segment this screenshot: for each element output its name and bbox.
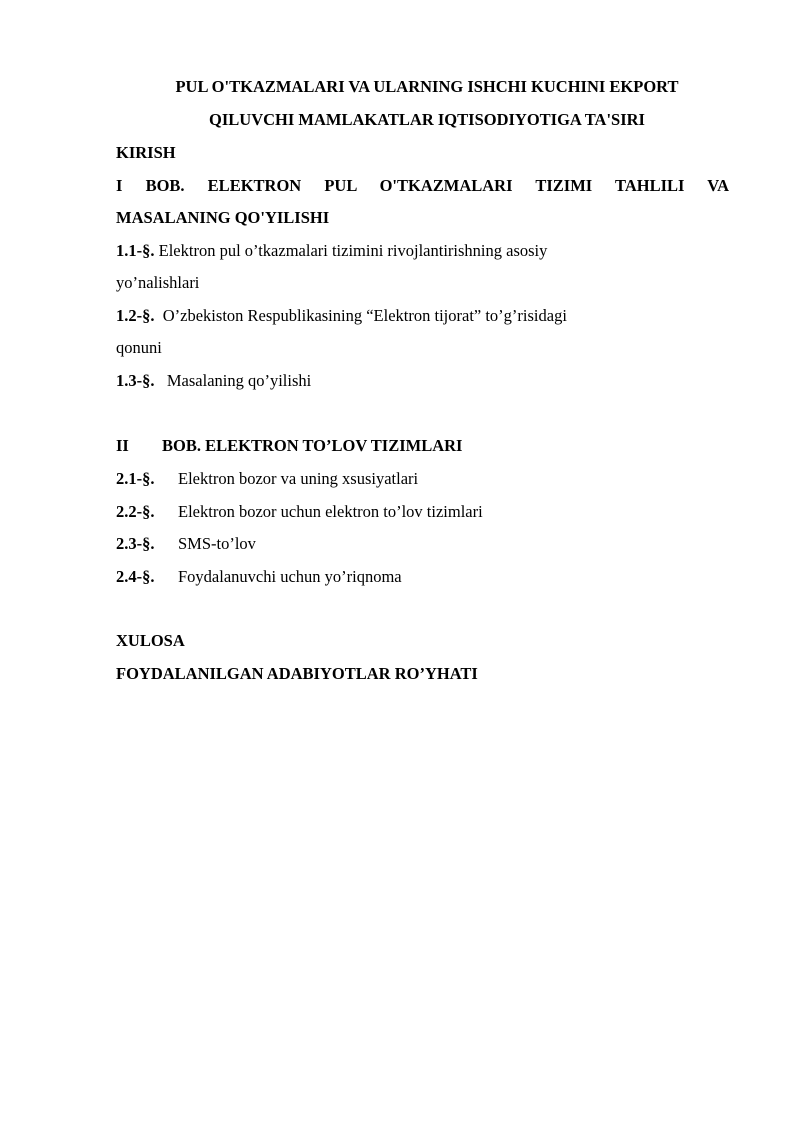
section-number: 2.4-§. xyxy=(116,567,155,586)
chapter-roman: II xyxy=(116,436,129,455)
section-title: Masalaning qo’yilishi xyxy=(154,371,312,390)
section-number: 2.3-§. xyxy=(116,534,155,553)
section-number: 1.3-§. xyxy=(116,371,155,390)
toc-chapter-1-heading: I BOB. ELEKTRON PUL O'TKAZMALARI TIZIMI TAHLILI VA xyxy=(116,176,729,195)
toc-section-2-1 xyxy=(116,469,418,489)
section-number: 2.2-§. xyxy=(116,502,155,521)
toc-section-2-4 xyxy=(116,567,402,587)
section-title: Elektron pul o’tkazmalari tizimini rivojlantirishning asosiy xyxy=(154,241,548,260)
toc-references: FOYDALANILGAN ADABIYOTLAR RO’YHATI xyxy=(116,664,478,683)
toc-section-1-2-cont: qonuni xyxy=(116,338,162,357)
section-title: Elektron bozor va uning xsusiyatlari xyxy=(178,469,419,488)
section-title: Elektron bozor uchun elektron to’lov tizimlari xyxy=(178,502,483,521)
section-title: O’zbekiston Respublikasining “Elektron tijorat” to’g’risidagi xyxy=(154,306,567,325)
toc-section-1-3 xyxy=(116,371,311,391)
section-number: 1.1-§. xyxy=(116,241,155,260)
toc-section-2-2 xyxy=(116,502,483,522)
toc-chapter-1-heading-cont: MASALANING QO'YILISHI xyxy=(116,208,330,227)
section-number: 2.1-§. xyxy=(116,469,155,488)
section-title: SMS-to’lov xyxy=(178,534,256,553)
section-number: 1.2-§. xyxy=(116,306,155,325)
toc-intro: KIRISH xyxy=(116,143,176,162)
toc-section-1-1 xyxy=(116,241,547,261)
toc-chapter-2-heading xyxy=(116,436,462,456)
chapter-title: BOB. ELEKTRON TO’LOV TIZIMLARI xyxy=(162,436,463,455)
toc-section-1-1-cont: yo’nalishlari xyxy=(116,273,200,292)
toc-section-1-2 xyxy=(116,306,567,326)
section-title: Foydalanuvchi uchun yo’riqnoma xyxy=(178,567,402,586)
title-line-2: QILUVCHI MAMLAKATLAR IQTISODIYOTIGA TA'SIRI xyxy=(209,110,645,129)
toc-section-2-3 xyxy=(116,534,256,554)
title-line-1: PUL O'TKAZMALARI VA ULARNING ISHCHI KUCHINI EKPORT xyxy=(175,77,679,96)
toc-conclusion: XULOSA xyxy=(116,631,185,650)
